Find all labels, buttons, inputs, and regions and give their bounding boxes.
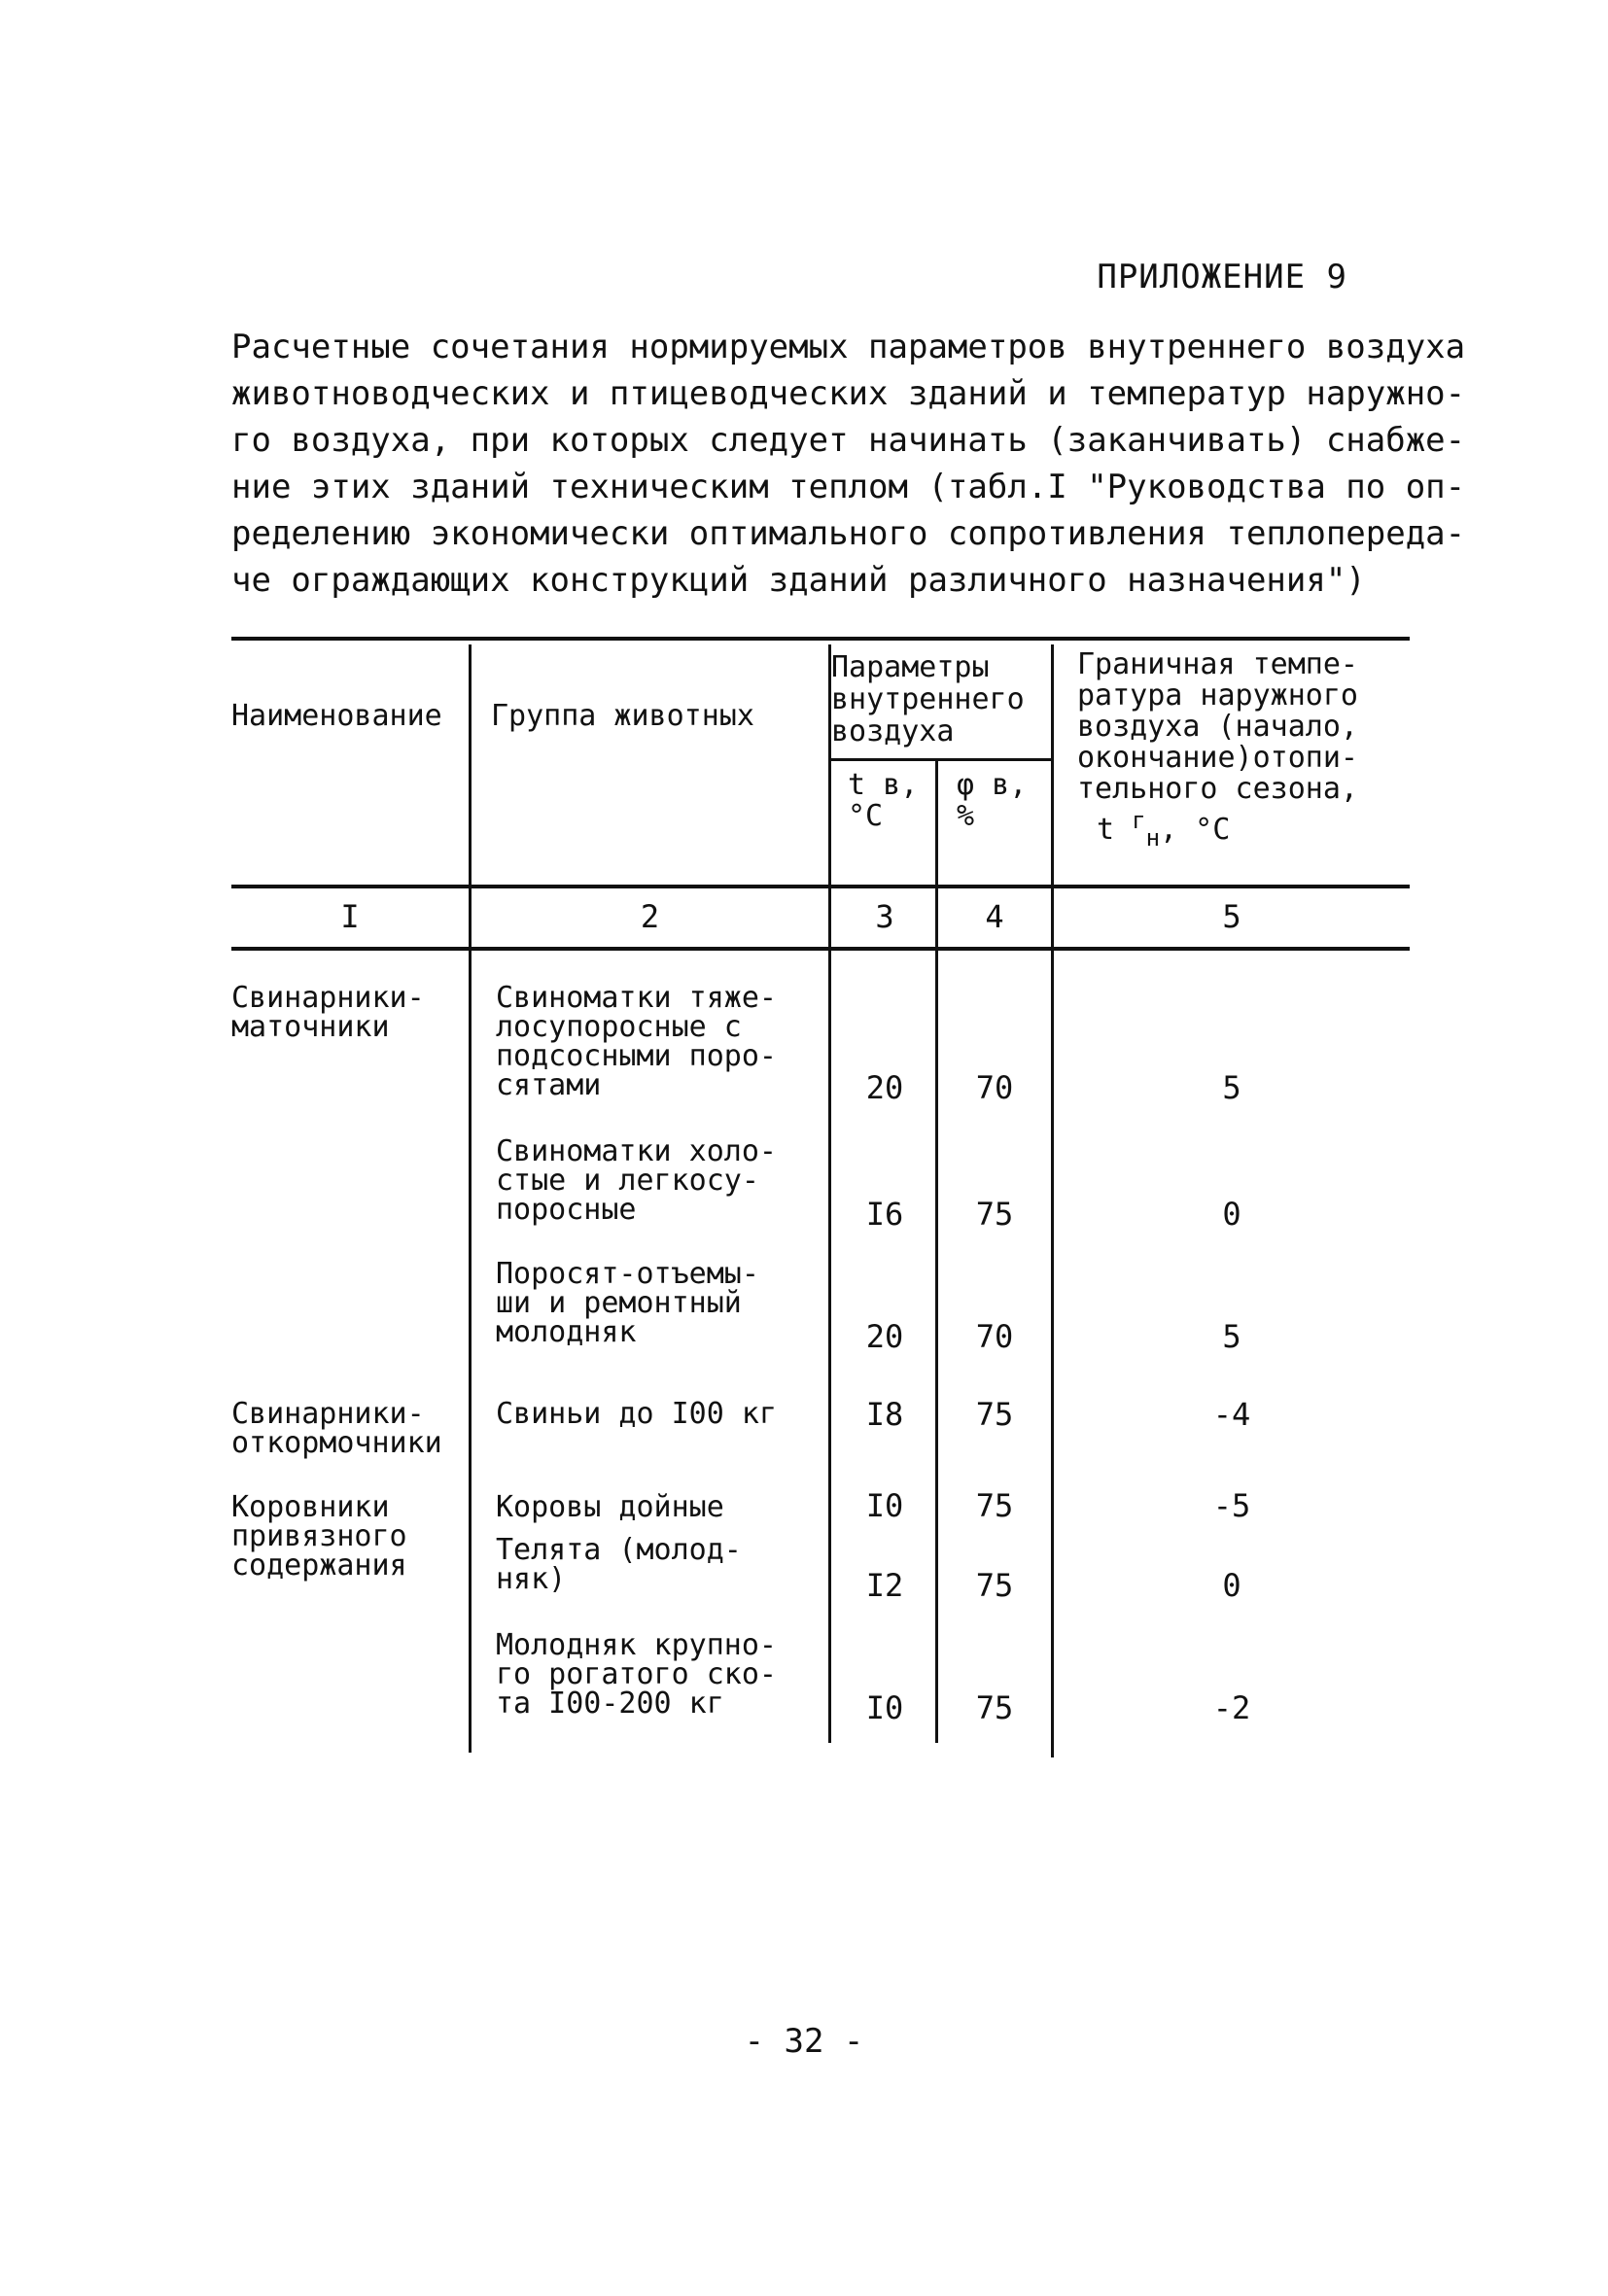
row-phi: 75 (975, 1567, 1014, 1604)
row-group: Поросят-отъемы- ши и ремонтный молодняк (496, 1257, 759, 1349)
column-number: 3 (875, 898, 894, 935)
numbers-bottom-rule (231, 947, 1410, 951)
column-number: 5 (1222, 898, 1241, 935)
row-phi: 70 (975, 1318, 1014, 1355)
row-t-out: 0 (1222, 1196, 1241, 1233)
table-top-rule (231, 637, 1410, 641)
row-t-in: 20 (865, 1069, 904, 1106)
row-group: Коровы дойные (496, 1490, 724, 1524)
row-t-in: I0 (865, 1689, 904, 1726)
row-t-out: -2 (1212, 1689, 1251, 1726)
column-number: 4 (985, 898, 1004, 935)
row-phi: 75 (975, 1689, 1014, 1726)
header-bottom-rule (231, 885, 1410, 888)
params-sub-rule (828, 758, 1052, 761)
header-name: Наименование (231, 699, 442, 733)
header-params: Параметры внутреннего воздуха (831, 650, 1025, 748)
column-divider (828, 644, 831, 1743)
row-phi: 75 (975, 1487, 1014, 1524)
row-t-in: I0 (865, 1487, 904, 1524)
page-number: - 32 - (744, 2022, 864, 2061)
row-group: Молодняк крупно- го рогатого ско- та I00-200 кг (496, 1628, 777, 1721)
row-group: Телята (молод- няк) (496, 1533, 742, 1596)
intro-line: животноводческих и птицеводческих зданий и температур наружно- (231, 374, 1466, 413)
header-boundary: Граничная темпе- ратура наружного воздуха (начало, окончание)отопи- тельного сезона, t $^г_н$, °С (1077, 647, 1358, 852)
row-group: Свиноматки тяже- лосупоросные с подсосными поро- сятами (496, 981, 777, 1102)
row-t-out: -4 (1212, 1396, 1251, 1433)
intro-paragraph (231, 324, 1466, 604)
intro-line: го воздуха, при которых следует начинать (заканчивать) снабже- (231, 421, 1466, 460)
row-t-in: I8 (865, 1396, 904, 1433)
column-number: I (340, 898, 360, 935)
header-phi: φ в, % (957, 768, 1028, 833)
intro-line: ние этих зданий техническим теплом (табл.I "Руководства по оп- (231, 468, 1466, 506)
row-t-out: -5 (1212, 1487, 1251, 1524)
row-t-in: I6 (865, 1196, 904, 1233)
intro-line: ределению экономически оптимального сопротивления теплопереда- (231, 514, 1466, 553)
row-t-out: 5 (1222, 1318, 1241, 1355)
intro-line: че ограждающих конструкций зданий различного назначения") (231, 561, 1366, 600)
row-t-out: 0 (1222, 1567, 1241, 1604)
row-phi: 75 (975, 1396, 1014, 1433)
row-t-in: I2 (865, 1567, 904, 1604)
row-phi: 75 (975, 1196, 1014, 1233)
row-name: Свинарники- маточники (231, 981, 425, 1044)
appendix-label: ПРИЛОЖЕНИЕ 9 (1097, 258, 1347, 296)
row-phi: 70 (975, 1069, 1014, 1106)
row-name: Коровники привязного содержания (231, 1490, 407, 1583)
header-group: Группа животных (491, 699, 754, 733)
row-group: Свиньи до I00 кг (496, 1397, 777, 1431)
header-t-in: t в, °С (848, 768, 919, 833)
row-name: Свинарники- откормочники (231, 1397, 442, 1460)
column-divider (935, 761, 938, 1743)
row-t-in: 20 (865, 1318, 904, 1355)
row-group: Свиноматки холо- стые и легкосу- поросные (496, 1134, 777, 1227)
intro-line: Расчетные сочетания нормируемых параметров внутреннего воздуха (231, 328, 1466, 366)
column-number: 2 (640, 898, 660, 935)
column-divider (469, 644, 472, 1753)
row-t-out: 5 (1222, 1069, 1241, 1106)
